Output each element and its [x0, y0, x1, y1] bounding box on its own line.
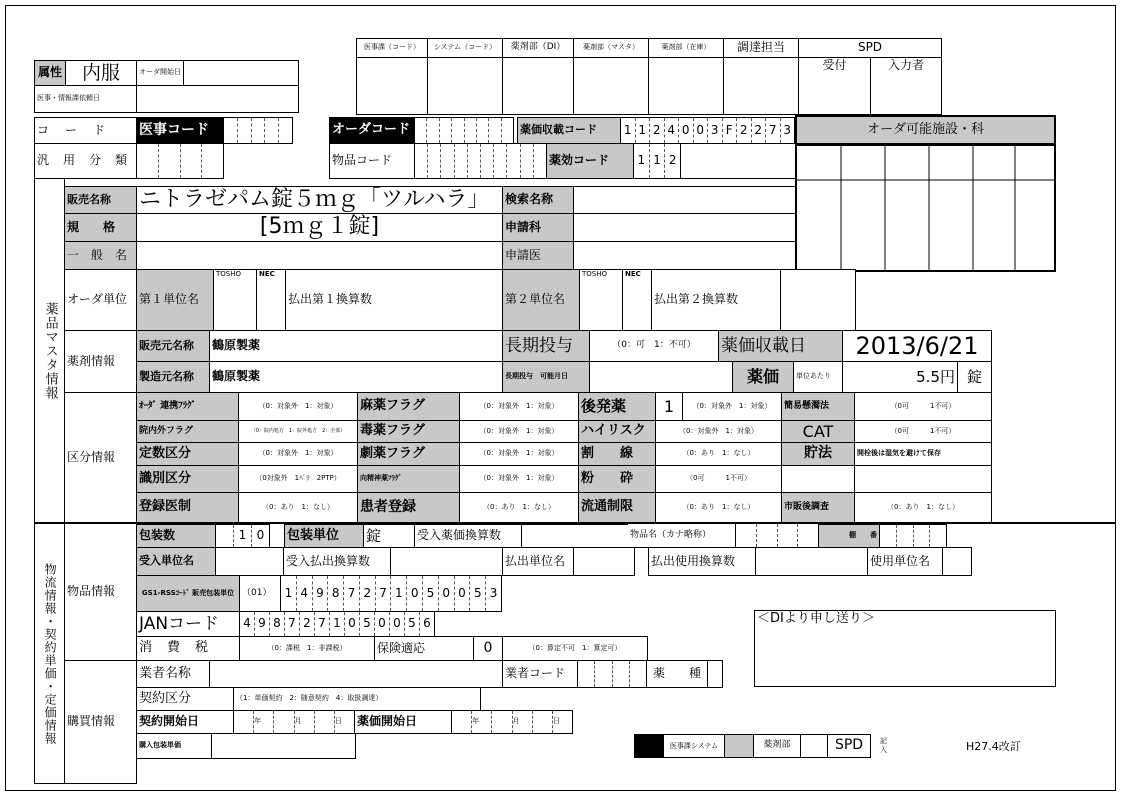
efficacy-digit: 1: [634, 144, 650, 178]
generic-name-field[interactable]: [136, 241, 503, 270]
per-unit-label: 単位あたり: [793, 361, 843, 393]
narcotic-flag-label: 麻薬フラグ: [357, 392, 460, 421]
psycho-flag-label: 向精神薬ﾌﾗｸﾞ: [357, 465, 460, 493]
listing-date-label: 薬価収載日: [718, 330, 843, 362]
storage-label: 貯法: [781, 442, 855, 466]
jan-digit: 0: [375, 612, 390, 636]
generic-drug-value[interactable]: 1: [655, 392, 683, 421]
apply-doctor-field[interactable]: [573, 241, 796, 270]
dept-header-iji: 医事課（コード）: [356, 38, 428, 58]
generic-name-label: 一 般 名: [64, 241, 137, 270]
long-term-date-field[interactable]: [589, 361, 733, 393]
efficacy-code-label: 薬効コード: [546, 143, 634, 179]
unit2-tosho[interactable]: TOSHO: [579, 269, 623, 331]
dept-header-stock: 薬剤部（在庫）: [648, 38, 724, 58]
contract-type-hint[interactable]: （1：単価契約 2：随意契約 4：取扱調達）: [233, 687, 481, 711]
gs1-digit: 9: [313, 576, 329, 611]
jan-digit: 4: [240, 612, 255, 636]
yakka-digit: 3: [708, 118, 723, 143]
gs1-digit: 4: [297, 576, 313, 611]
request-date-field[interactable]: [136, 85, 299, 113]
legend-iji-label: 医事課システム: [663, 734, 725, 758]
vendor-field[interactable]: [209, 660, 503, 688]
jan-digit: 7: [315, 612, 330, 636]
pack-qty-label: 包装数: [136, 524, 216, 548]
order-unit-label: オーダ単位: [64, 269, 137, 331]
yakka-digit: 2: [650, 118, 665, 143]
gs1-prefix: （01）: [239, 575, 281, 612]
attribute-label: 属性: [34, 60, 66, 86]
conv2-field[interactable]: [780, 269, 856, 331]
stamp-stock[interactable]: [648, 57, 724, 115]
yakka-digit: 2: [752, 118, 767, 143]
legend-spd-label: SPD: [827, 734, 871, 758]
yakka-digit: 1: [636, 118, 651, 143]
spd-inputter[interactable]: 入力者: [870, 57, 942, 115]
gs1-digit: 7: [344, 576, 360, 611]
order-code-field[interactable]: [414, 117, 514, 144]
jan-digit: 7: [285, 612, 300, 636]
dept-header-master: 薬剤部（マスタ）: [573, 38, 649, 58]
spec-label: 規 格: [64, 213, 137, 242]
legend-pharma-label: 薬剤部: [753, 734, 801, 758]
reg-doctor-field[interactable]: （0：あり 1：なし）: [238, 492, 358, 523]
price-start-label: 薬価開始日: [354, 710, 452, 734]
use-unit-field[interactable]: [942, 547, 972, 576]
pack-digit: 1: [234, 525, 252, 547]
crush-field[interactable]: （0可 1不可）: [655, 465, 782, 493]
poison-flag-field[interactable]: （0：対象外 1：対象）: [459, 420, 579, 443]
stamp-system[interactable]: [427, 57, 503, 115]
vendor-code-label: 業者コード: [502, 660, 578, 688]
unit1-nec[interactable]: NEC: [256, 269, 286, 331]
price-start-field[interactable]: [451, 710, 573, 734]
yakka-digit: F: [723, 118, 738, 143]
insurance-hint: （0：算定不可 1：算定可）: [502, 636, 648, 661]
seller-label: 販売元名称: [136, 330, 210, 362]
apply-dept-label: 申請科: [502, 213, 574, 242]
legend-pharma-swatch: [724, 734, 754, 758]
shelf-field[interactable]: [879, 524, 947, 548]
flags-label: 区分情報: [64, 392, 137, 523]
month-mark: 月: [295, 711, 315, 733]
order-code-label: オーダコード: [329, 117, 415, 144]
use-unit-label: 使用単位名: [867, 547, 943, 576]
goods-info-label: 物品情報: [64, 523, 137, 661]
crush-label: 粉 砕: [578, 465, 656, 493]
insurance-label: 保険適応: [374, 636, 474, 661]
yakka-digit: 0: [679, 118, 694, 143]
split-label: 割 線: [578, 442, 656, 466]
storage-value: 開栓後は湿気を避けて保存: [854, 442, 992, 466]
order-start-label: オーダ開始日: [136, 60, 184, 86]
contract-start-label: 契約開始日: [136, 710, 234, 734]
unit1-tosho[interactable]: TOSHO: [213, 269, 257, 331]
apply-doctor-label: 申請医: [502, 241, 574, 270]
order-link-flag-label: ｵｰﾀﾞ 連携ﾌﾗｸﾞ: [136, 392, 239, 421]
code-label: コ ー ド: [34, 117, 137, 144]
narcotic-flag-field[interactable]: （0：対象外 1：対象）: [459, 392, 579, 421]
stamp-procure[interactable]: [723, 57, 799, 115]
price-label: 薬価: [732, 361, 794, 393]
contract-start-field[interactable]: [233, 710, 355, 734]
facility-grid-lines: [797, 146, 1054, 270]
day-mark: 日: [334, 717, 342, 726]
unit2-nec[interactable]: NEC: [622, 269, 652, 331]
goods-code-label: 物品コード: [329, 143, 415, 179]
gs1-digit: 3: [489, 585, 498, 600]
fixed-class-label: 定数区分: [136, 442, 239, 466]
gs1-digit: 5: [470, 576, 486, 611]
cat-label: CAT: [781, 420, 855, 443]
high-risk-field[interactable]: （0：対象外 1：対象）: [655, 420, 782, 443]
poison-flag-label: 毒薬フラグ: [357, 420, 460, 443]
pack-digit: 0: [256, 528, 265, 543]
ident-class-label: 識別区分: [136, 465, 239, 493]
stamp-master[interactable]: [573, 57, 649, 115]
revision-label: H27.4改訂: [966, 739, 1021, 753]
yakka-digit: 1: [621, 118, 636, 143]
simple-susp-field[interactable]: （0可 1不可）: [854, 392, 992, 421]
pharma-info-label: 薬剤情報: [64, 330, 137, 393]
goods-name-label: 物品名（カナ略称）: [628, 524, 736, 548]
attribute-value: 内服: [65, 60, 137, 86]
goods-name-field[interactable]: [735, 524, 819, 548]
shelf-label: 棚 番: [818, 524, 880, 548]
jan-digit: 6: [423, 616, 431, 631]
patient-reg-field[interactable]: （0：あり 1：なし）: [459, 492, 579, 523]
seller-value: 鶴原製薬: [209, 330, 503, 362]
distribution-field[interactable]: （0：あり 1：なし）: [655, 492, 782, 523]
gs1-digit: 5: [423, 576, 439, 611]
jan-digit: 2: [300, 612, 315, 636]
yakka-digit: 7: [766, 118, 781, 143]
jan-digit: 8: [270, 612, 285, 636]
gs1-digit: 1: [281, 576, 297, 611]
efficacy-blank: [680, 143, 796, 179]
di-note-area[interactable]: ＜DIより申し送り＞: [754, 610, 1056, 687]
pack-qty-digits[interactable]: [215, 524, 270, 548]
receive-unit-label: 受入単位名: [136, 547, 216, 576]
jan-digit: 1: [330, 612, 345, 636]
maker-label: 製造元名称: [136, 361, 210, 393]
search-name-field[interactable]: [573, 186, 796, 214]
long-term-hint[interactable]: （0：可 1：不可）: [589, 330, 719, 362]
legend-spd-swatch: [800, 734, 828, 758]
receive-out-conv-label: 受入払出換算数: [283, 547, 391, 576]
receive-conv-field[interactable]: [521, 524, 629, 548]
drug-master-form: [5, 5, 1116, 791]
receive-out-conv-field[interactable]: [390, 547, 503, 576]
price-unit: 錠: [957, 361, 992, 393]
year-mark: 年: [254, 711, 274, 733]
receive-conv-label: 受入薬価換算数: [414, 524, 522, 548]
in-out-flag-label: 院内外フラグ: [136, 420, 239, 443]
logistics-side-label: 物流情報・契約単価・定価情報: [34, 523, 65, 784]
out-unit-label: 払出単位名: [502, 547, 574, 576]
split-field[interactable]: （0：あり 1：なし）: [655, 442, 782, 466]
request-date-label: 医事・情報課依頼日: [34, 85, 137, 113]
efficacy-code-digits[interactable]: [633, 143, 681, 179]
long-term-date-label: 長期投与 可能月日: [502, 361, 590, 393]
conv2-label: 払出第２換算数: [651, 269, 781, 331]
in-out-flag-field[interactable]: （0：院内処方 1：院外処方 2：全部）: [238, 420, 358, 443]
stamp-iji[interactable]: [356, 57, 428, 115]
dept-header-spd: SPD: [798, 38, 942, 58]
maker-value: 鶴原製薬: [209, 361, 503, 393]
ident-class-field[interactable]: （0対象外 1ﾊﾞﾗ 2PTP）: [238, 465, 358, 493]
receive-unit-field[interactable]: [215, 547, 284, 576]
tax-label: 消 費 税: [136, 636, 240, 661]
postmarket-label: 市販後調査: [781, 492, 855, 523]
order-facility-grid[interactable]: [795, 144, 1056, 272]
dept-header-procure: 調達担当: [723, 38, 799, 58]
dept-header-di: 薬剤部（DI）: [502, 38, 574, 58]
jan-digit: 0: [390, 612, 405, 636]
tax-hint[interactable]: （0：課税 1：非課税）: [239, 636, 375, 661]
legend-iji-swatch: [634, 734, 664, 758]
patient-reg-label: 患者登録: [357, 492, 460, 523]
psycho-flag-field[interactable]: （0：対象外 1：対象）: [459, 465, 579, 493]
fixed-class-field[interactable]: （0：対象外 1：対象）: [238, 442, 358, 466]
iji-code-label: 医事コード: [136, 117, 224, 144]
generic-class-label: 汎 用 分 類: [34, 143, 137, 179]
dept-header-system: システム（コード）: [427, 38, 503, 58]
long-term-label: 長期投与: [502, 330, 590, 362]
month-mark: 月: [513, 711, 533, 733]
conv1-label: 払出第１換算数: [285, 269, 503, 331]
generic-drug-label: 後発薬: [578, 392, 656, 421]
purchase-unit-field[interactable]: [211, 733, 356, 759]
jan-label: JANコード: [136, 611, 240, 637]
jan-digit: 9: [255, 612, 270, 636]
pack-unit-label: 包装単位: [284, 524, 364, 548]
distribution-label: 流通制限: [578, 492, 656, 523]
gs1-digit: 7: [376, 576, 392, 611]
gs1-digit: 0: [455, 576, 471, 611]
vendor-code-field[interactable]: [577, 660, 647, 688]
gs1-digit: 0: [439, 576, 455, 611]
legend-note: 記入: [880, 736, 887, 754]
search-name-label: 検索名称: [502, 186, 574, 214]
crush-blank-1: [781, 465, 855, 493]
cat-field[interactable]: （0可 1不可）: [854, 420, 992, 443]
out-use-conv-label: 払出使用換算数: [648, 547, 756, 576]
powerful-flag-field[interactable]: （0：対象外 1：対象）: [459, 442, 579, 466]
purchase-info-label: 購買情報: [64, 660, 137, 784]
out-unit-field[interactable]: [573, 547, 635, 576]
yakka-digit: 4: [665, 118, 680, 143]
contract-type-label: 契約区分: [136, 687, 234, 711]
goods-code-field[interactable]: [414, 143, 547, 179]
efficacy-digit: 2: [668, 153, 677, 168]
pack-digit: [216, 525, 234, 547]
apply-dept-field[interactable]: [573, 213, 796, 242]
generic-class-field[interactable]: [136, 143, 224, 179]
unit1-label: 第１単位名: [136, 269, 214, 331]
stamp-di[interactable]: [502, 57, 574, 115]
order-link-flag-field[interactable]: （0：対象外 1：対象）: [238, 392, 358, 421]
order-facility-header: オーダ可能施設・科: [795, 115, 1056, 145]
insurance-value[interactable]: 0: [473, 636, 503, 661]
listing-date-value: 2013/6/21: [842, 330, 992, 362]
gs1-label: GS1-RSSｺｰﾄﾞ 販売包装単位: [136, 575, 240, 612]
drug-master-side-label: 薬品マスタ情報: [34, 178, 65, 523]
yakka-digit: 3: [783, 122, 792, 137]
yakka-code-digits[interactable]: [620, 117, 795, 144]
jan-digits[interactable]: [239, 611, 435, 637]
simple-susp-label: 簡易懸濁法: [781, 392, 855, 421]
spec-value: [5ｍｇ１錠]: [136, 213, 503, 242]
year-mark: 年: [472, 711, 492, 733]
yakka-digit: 2: [737, 118, 752, 143]
day-mark: 日: [552, 717, 560, 726]
yakka-code-label: 薬価収載コード: [517, 117, 621, 144]
high-risk-label: ハイリスク: [578, 420, 656, 443]
vendor-label: 業者名称: [136, 660, 210, 688]
price-value: 5.5円: [842, 361, 958, 393]
jan-digit: 5: [360, 612, 375, 636]
gs1-digit: 2: [360, 576, 376, 611]
unit2-label: 第２単位名: [502, 269, 580, 331]
sales-name-label: 販売名称: [64, 186, 137, 214]
out-use-conv-field[interactable]: [755, 547, 868, 576]
gs1-digit: 1: [391, 576, 407, 611]
yakka-digit: 0: [694, 118, 709, 143]
iji-code-field[interactable]: [223, 117, 293, 144]
industry-field[interactable]: [707, 660, 723, 688]
sales-name: ニトラゼパム錠５ｍｇ「ツルハラ」: [136, 186, 503, 214]
pack-unit-value: 錠: [363, 524, 415, 548]
gs1-digit: 0: [407, 576, 423, 611]
reg-doctor-label: 登録医制: [136, 492, 239, 523]
purchase-unit-label: 購入包装単価: [136, 733, 212, 759]
jan-digit: 0: [345, 612, 360, 636]
postmarket-field[interactable]: （0：あり 1：なし）: [854, 492, 992, 523]
jan-digit: 5: [405, 612, 420, 636]
order-start-field[interactable]: [183, 60, 299, 86]
crush-blank-2: [854, 465, 992, 493]
generic-drug-hint: （0：対象外 1：対象）: [682, 392, 782, 421]
gs1-digits[interactable]: [280, 575, 502, 612]
spd-receipt[interactable]: 受付: [798, 57, 871, 115]
powerful-flag-label: 劇薬フラグ: [357, 442, 460, 466]
efficacy-digit: 1: [650, 144, 666, 178]
gs1-digit: 8: [328, 576, 344, 611]
industry-label: 薬 種: [646, 660, 708, 688]
